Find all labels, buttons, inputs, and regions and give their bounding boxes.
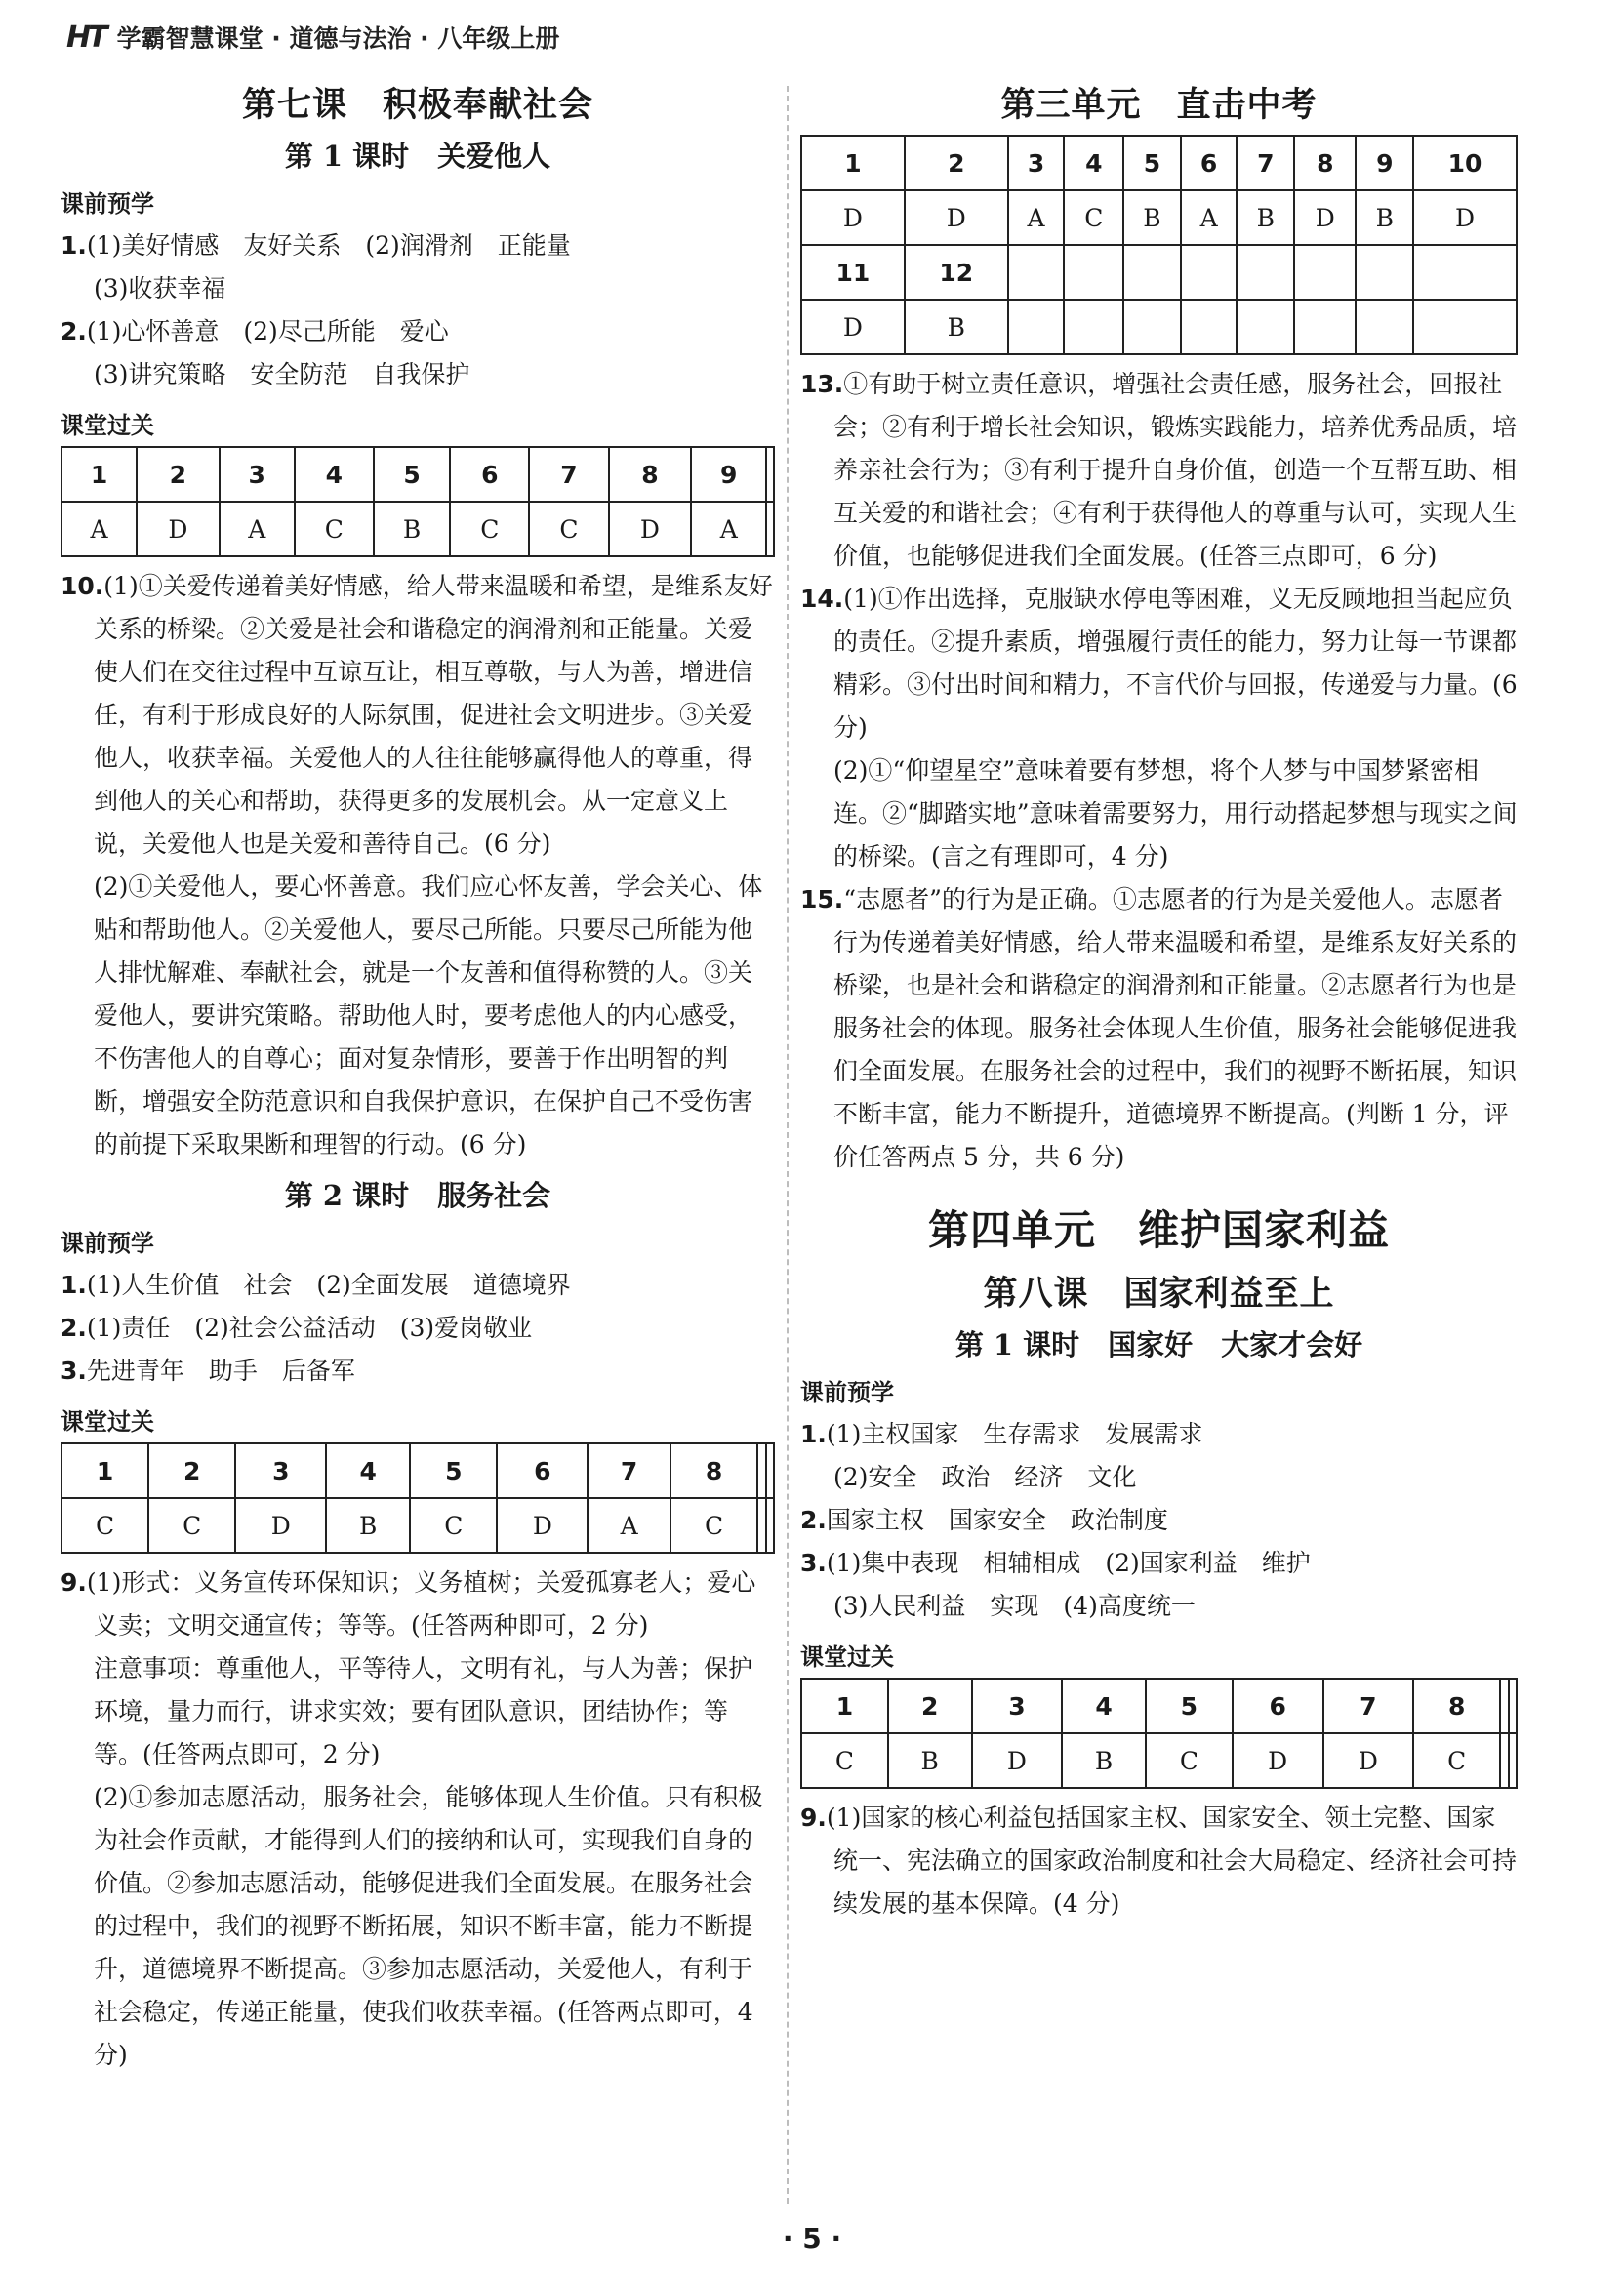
item-text: (2)①关爱他人，要心怀善意。我们应心怀友善，学会关心、体贴和帮助他人。②关爱他人，要尽己所能。只要尽己所能为他人排忧解难、奉献社会，就是一个友善和值得称赞的人。③关爱他人，要讲究策略。帮助他人时，要考虑他人的内心感受，不伤害他人的自尊心；面对复杂情形，要善于作出明智的判断，增强安全防范意识和自我保护意识，在保护自己不受伤害的前提下采取果断和理智的行动。(6 分) bbox=[94, 872, 763, 1158]
item-number: 3. bbox=[61, 1357, 87, 1385]
text-line bbox=[61, 866, 775, 1166]
item-text: “志愿者”的行为是正确。①志愿者的行为是关爱他人。志愿者行为传递着美好情感，给人带来温暖和希望，是维系友好关系的桥梁，也是社会和谐稳定的润滑剂和正能量。②志愿者行为也是服务社会的体现。服务社会体现人生价值，服务社会能够促进我们全面发展。在服务社会的过程中，我们的视野不断拓展，知识不断丰富，能力不断提升，道德境界不断提高。(判断 1 分，评价任答两点 5 分，共 6 分) bbox=[833, 885, 1518, 1171]
right-column bbox=[800, 68, 1518, 1926]
item-number: 1. bbox=[61, 231, 87, 260]
text-line bbox=[61, 267, 775, 310]
table-row bbox=[801, 245, 1517, 300]
question-number-cell: 9 bbox=[691, 447, 766, 502]
section-title: 第 1 课时 关爱他人 bbox=[284, 140, 551, 173]
answer-cell: D bbox=[1413, 190, 1517, 245]
answer-cell: C bbox=[1064, 190, 1123, 245]
question-number-cell bbox=[1008, 245, 1065, 300]
left-column bbox=[61, 68, 775, 2077]
text-line bbox=[800, 1797, 1518, 1926]
unit-title: 第四单元 维护国家利益 bbox=[927, 1206, 1390, 1254]
brand-logo: HT bbox=[66, 20, 105, 55]
answer-cell bbox=[1413, 300, 1517, 354]
answer-cell bbox=[757, 1498, 765, 1553]
text-line bbox=[61, 1307, 775, 1350]
question-number-cell: 8 bbox=[609, 447, 692, 502]
question-number-cell bbox=[1356, 245, 1413, 300]
answer-cell: A bbox=[1181, 190, 1238, 245]
answer-cell: C bbox=[295, 502, 374, 556]
item-text: (1)人生价值 社会 (2)全面发展 道德境界 bbox=[86, 1271, 571, 1299]
question-number-cell: 6 bbox=[450, 447, 529, 502]
question-number-cell: 5 bbox=[374, 447, 450, 502]
lesson-title: 第八课 国家利益至上 bbox=[983, 1275, 1335, 1314]
text-line bbox=[61, 310, 775, 353]
table-row bbox=[801, 136, 1517, 190]
section-title: 第 1 课时 国家好 大家才会好 bbox=[954, 1328, 1363, 1361]
question-number-cell: 4 bbox=[295, 447, 374, 502]
question-number-cell: 5 bbox=[410, 1443, 497, 1498]
item-text: 先进青年 助手 后备军 bbox=[86, 1357, 355, 1385]
answer-cell: B bbox=[1356, 190, 1413, 245]
answer-cell: B bbox=[888, 1733, 972, 1788]
preview-list bbox=[61, 1264, 775, 1393]
question-number-cell bbox=[1237, 245, 1294, 300]
answer-cell: B bbox=[1062, 1733, 1146, 1788]
item-number: 2. bbox=[800, 1506, 827, 1534]
answer-table bbox=[61, 1442, 775, 1554]
answer-cell: D bbox=[1294, 190, 1356, 245]
item-text: (1)集中表现 相辅相成 (2)国家利益 维护 bbox=[826, 1549, 1311, 1577]
answer-cell: B bbox=[326, 1498, 410, 1553]
answer-text bbox=[800, 1797, 1518, 1926]
answer-table bbox=[800, 1678, 1518, 1789]
item-text: (1)国家的核心利益包括国家主权、国家安全、领土完整、国家统一、宪法确立的国家政治制度和社会大局稳定、经济社会可持续发展的基本保障。(4 分) bbox=[826, 1804, 1518, 1918]
question-number-cell bbox=[766, 1443, 774, 1498]
preview-label: 课前预学 bbox=[61, 190, 154, 218]
answer-cell bbox=[1500, 1733, 1508, 1788]
text-line bbox=[800, 750, 1518, 878]
answer-cell: D bbox=[1233, 1733, 1323, 1788]
answer-text bbox=[800, 363, 1518, 1179]
item-text: (3)讲究策略 安全防范 自我保护 bbox=[94, 360, 470, 388]
preview-label: 课前预学 bbox=[61, 1230, 154, 1257]
answer-table bbox=[800, 135, 1518, 355]
question-number-cell: 10 bbox=[1413, 136, 1517, 190]
item-number: 10. bbox=[61, 572, 104, 600]
column-divider bbox=[787, 86, 789, 2204]
item-text: (2)①“仰望星空”意味着要有梦想，将个人梦与中国梦紧密相连。②“脚踏实地”意味着需要努力，用行动搭起梦想与现实之间的桥梁。(言之有理即可，4 分) bbox=[833, 756, 1518, 871]
answer-cell: D bbox=[801, 300, 905, 354]
item-text: (3)收获幸福 bbox=[94, 274, 226, 303]
text-line bbox=[61, 1647, 775, 1776]
answer-cell: C bbox=[529, 502, 608, 556]
text-line bbox=[61, 1776, 775, 2077]
text-line bbox=[800, 1456, 1518, 1499]
item-number: 3. bbox=[800, 1549, 827, 1577]
answer-cell: C bbox=[1146, 1733, 1233, 1788]
page-header bbox=[66, 18, 559, 57]
question-number-cell bbox=[1181, 245, 1238, 300]
section-title: 第 2 课时 服务社会 bbox=[284, 1179, 551, 1212]
question-number-cell: 5 bbox=[1146, 1679, 1233, 1733]
question-number-cell: 2 bbox=[148, 1443, 235, 1498]
item-text: (1)美好情感 友好关系 (2)润滑剂 正能量 bbox=[86, 231, 571, 260]
text-line bbox=[61, 224, 775, 267]
answer-cell: C bbox=[410, 1498, 497, 1553]
item-number: 14. bbox=[800, 585, 844, 613]
answer-cell: B bbox=[1237, 190, 1294, 245]
answer-cell: A bbox=[61, 502, 137, 556]
answer-cell: C bbox=[450, 502, 529, 556]
answer-cell: B bbox=[905, 300, 1008, 354]
question-number-cell bbox=[1123, 245, 1181, 300]
lesson-title: 第七课 积极奉献社会 bbox=[241, 86, 593, 125]
answer-cell: C bbox=[1413, 1733, 1500, 1788]
class-label: 课堂过关 bbox=[800, 1643, 894, 1671]
text-line bbox=[61, 1562, 775, 1647]
text-line bbox=[800, 1542, 1518, 1585]
text-line bbox=[800, 878, 1518, 1179]
item-text: (1)心怀善意 (2)尽己所能 爱心 bbox=[86, 317, 449, 345]
question-number-cell: 6 bbox=[1233, 1679, 1323, 1733]
item-number: 1. bbox=[61, 1271, 87, 1299]
item-text: (2)安全 政治 经济 文化 bbox=[833, 1463, 1137, 1491]
answer-cell: C bbox=[670, 1498, 757, 1553]
answer-cell bbox=[1509, 1733, 1517, 1788]
question-number-cell: 1 bbox=[61, 1443, 148, 1498]
table-row bbox=[61, 502, 774, 556]
question-number-cell: 8 bbox=[670, 1443, 757, 1498]
answer-cell: D bbox=[1323, 1733, 1414, 1788]
answer-cell bbox=[1008, 300, 1065, 354]
question-number-cell bbox=[766, 447, 774, 502]
answer-cell: A bbox=[220, 502, 295, 556]
answer-cell: A bbox=[1008, 190, 1065, 245]
item-number: 9. bbox=[61, 1568, 87, 1597]
table-row bbox=[801, 300, 1517, 354]
question-number-cell: 1 bbox=[801, 136, 905, 190]
preview-list bbox=[800, 1413, 1518, 1628]
question-number-cell bbox=[1509, 1679, 1517, 1733]
text-line bbox=[800, 578, 1518, 750]
class-label: 课堂过关 bbox=[61, 412, 154, 439]
question-number-cell: 6 bbox=[1181, 136, 1238, 190]
table-row bbox=[801, 1679, 1517, 1733]
question-number-cell bbox=[1500, 1679, 1508, 1733]
text-line bbox=[800, 1413, 1518, 1456]
item-number: 2. bbox=[61, 317, 87, 345]
item-text: 国家主权 国家安全 政治制度 bbox=[826, 1506, 1168, 1534]
item-text: (1)主权国家 生存需求 发展需求 bbox=[826, 1420, 1203, 1448]
answer-cell bbox=[766, 502, 774, 556]
answer-cell: A bbox=[588, 1498, 670, 1553]
table-row bbox=[801, 190, 1517, 245]
text-line bbox=[61, 353, 775, 396]
item-text: (1)形式：义务宣传环保知识；义务植树；关爱孤寡老人；爱心义卖；文明交通宣传；等等。(任答两种即可，2 分) bbox=[86, 1568, 756, 1640]
item-text: ①有助于树立责任意识，增强社会责任感，服务社会，回报社会；②有利于增长社会知识，锻炼实践能力，培养优秀品质，培养亲社会行为；③有利于提升自身价值，创造一个互帮互助、相互关爱的和谐社会；④有利于获得他人的尊重与认可，实现人生价值，也能够促进我们全面发展。(任答三点即可，6 分) bbox=[833, 370, 1518, 570]
answer-cell bbox=[1237, 300, 1294, 354]
text-line bbox=[61, 1350, 775, 1393]
question-number-cell: 3 bbox=[1008, 136, 1065, 190]
page-number: · 5 · bbox=[782, 2222, 842, 2254]
question-number-cell bbox=[1294, 245, 1356, 300]
question-number-cell: 7 bbox=[1323, 1679, 1414, 1733]
preview-label: 课前预学 bbox=[800, 1379, 894, 1406]
item-text: (1)责任 (2)社会公益活动 (3)爱岗敬业 bbox=[86, 1314, 533, 1342]
question-number-cell: 8 bbox=[1413, 1679, 1500, 1733]
answer-cell: B bbox=[374, 502, 450, 556]
text-line bbox=[800, 1585, 1518, 1628]
question-number-cell: 5 bbox=[1123, 136, 1181, 190]
answer-cell: B bbox=[1123, 190, 1181, 245]
class-label: 课堂过关 bbox=[61, 1408, 154, 1436]
question-number-cell: 3 bbox=[972, 1679, 1063, 1733]
question-number-cell: 12 bbox=[905, 245, 1008, 300]
item-text: (3)人民利益 实现 (4)高度统一 bbox=[833, 1592, 1196, 1620]
answer-cell bbox=[1294, 300, 1356, 354]
answer-cell: C bbox=[61, 1498, 148, 1553]
item-text: 注意事项：尊重他人，平等待人，文明有礼，与人为善；保护环境，量力而行，讲求实效；要有团队意识，团结协作；等等。(任答两点即可，2 分) bbox=[94, 1654, 753, 1768]
question-number-cell: 7 bbox=[1237, 136, 1294, 190]
item-number: 2. bbox=[61, 1314, 87, 1342]
question-number-cell bbox=[1413, 245, 1517, 300]
question-number-cell bbox=[1064, 245, 1123, 300]
item-text: (1)①作出选择，克服缺水停电等困难，义无反顾地担当起应负的责任。②提升素质，增强履行责任的能力，努力让每一节课都精彩。③付出时间和精力，不言代价与回报，传递爱与力量。(6 分) bbox=[833, 585, 1518, 742]
question-number-cell: 2 bbox=[137, 447, 220, 502]
question-number-cell: 7 bbox=[529, 447, 608, 502]
answer-cell: D bbox=[497, 1498, 588, 1553]
answer-cell: C bbox=[148, 1498, 235, 1553]
answer-text bbox=[61, 565, 775, 1166]
book-title: 学霸智慧课堂 · 道德与法治 · 八年级上册 bbox=[116, 24, 560, 53]
answer-cell bbox=[1123, 300, 1181, 354]
question-number-cell: 11 bbox=[801, 245, 905, 300]
item-number: 13. bbox=[800, 370, 844, 398]
answer-cell: A bbox=[691, 502, 766, 556]
question-number-cell: 3 bbox=[220, 447, 295, 502]
item-text: (1)①关爱传递着美好情感，给人带来温暖和希望，是维系友好关系的桥梁。②关爱是社会和谐稳定的润滑剂和正能量。关爱使人们在交往过程中互谅互让，相互尊敬，与人为善，增进信任，有利于形成良好的人际氛围，促进社会文明进步。③关爱他人，收获幸福。关爱他人的人往往能够赢得他人的尊重，得到他人的关心和帮助，获得更多的发展机会。从一定意义上说，关爱他人也是关爱和善待自己。(6 分) bbox=[94, 572, 773, 858]
answer-cell: D bbox=[235, 1498, 326, 1553]
question-number-cell: 4 bbox=[326, 1443, 410, 1498]
item-number: 1. bbox=[800, 1420, 827, 1448]
table-row bbox=[801, 1733, 1517, 1788]
question-number-cell: 1 bbox=[61, 447, 137, 502]
question-number-cell: 4 bbox=[1064, 136, 1123, 190]
question-number-cell: 7 bbox=[588, 1443, 670, 1498]
answer-cell: D bbox=[972, 1733, 1063, 1788]
question-number-cell: 2 bbox=[888, 1679, 972, 1733]
question-number-cell: 2 bbox=[905, 136, 1008, 190]
table-row bbox=[61, 1498, 774, 1553]
answer-cell: D bbox=[137, 502, 220, 556]
answer-cell: C bbox=[801, 1733, 888, 1788]
preview-list bbox=[61, 224, 775, 396]
answer-cell: D bbox=[609, 502, 692, 556]
item-text: (2)①参加志愿活动，服务社会，能够体现人生价值。只有积极为社会作贡献，才能得到人们的接纳和认可，实现我们自身的价值。②参加志愿活动，能够促进我们全面发展。在服务社会的过程中，我们的视野不断拓展，知识不断丰富，能力不断提升，道德境界不断提高。③参加志愿活动，关爱他人，有利于社会稳定，传递正能量，使我们收获幸福。(任答两点即可，4 分) bbox=[94, 1783, 763, 2069]
answer-cell bbox=[1356, 300, 1413, 354]
table-row bbox=[61, 1443, 774, 1498]
unit-title: 第三单元 直击中考 bbox=[1000, 86, 1318, 125]
answer-text bbox=[61, 1562, 775, 2077]
table-row bbox=[61, 447, 774, 502]
item-number: 15. bbox=[800, 885, 844, 913]
question-number-cell: 6 bbox=[497, 1443, 588, 1498]
question-number-cell: 4 bbox=[1062, 1679, 1146, 1733]
answer-cell bbox=[1181, 300, 1238, 354]
item-number: 9. bbox=[800, 1804, 827, 1832]
question-number-cell: 1 bbox=[801, 1679, 888, 1733]
answer-table bbox=[61, 446, 775, 557]
question-number-cell: 3 bbox=[235, 1443, 326, 1498]
answer-cell bbox=[766, 1498, 774, 1553]
answer-cell: D bbox=[905, 190, 1008, 245]
question-number-cell: 9 bbox=[1356, 136, 1413, 190]
answer-cell: D bbox=[801, 190, 905, 245]
answer-cell bbox=[1064, 300, 1123, 354]
text-line bbox=[800, 363, 1518, 578]
question-number-cell bbox=[757, 1443, 765, 1498]
question-number-cell: 8 bbox=[1294, 136, 1356, 190]
text-line bbox=[61, 565, 775, 866]
text-line bbox=[800, 1499, 1518, 1542]
text-line bbox=[61, 1264, 775, 1307]
